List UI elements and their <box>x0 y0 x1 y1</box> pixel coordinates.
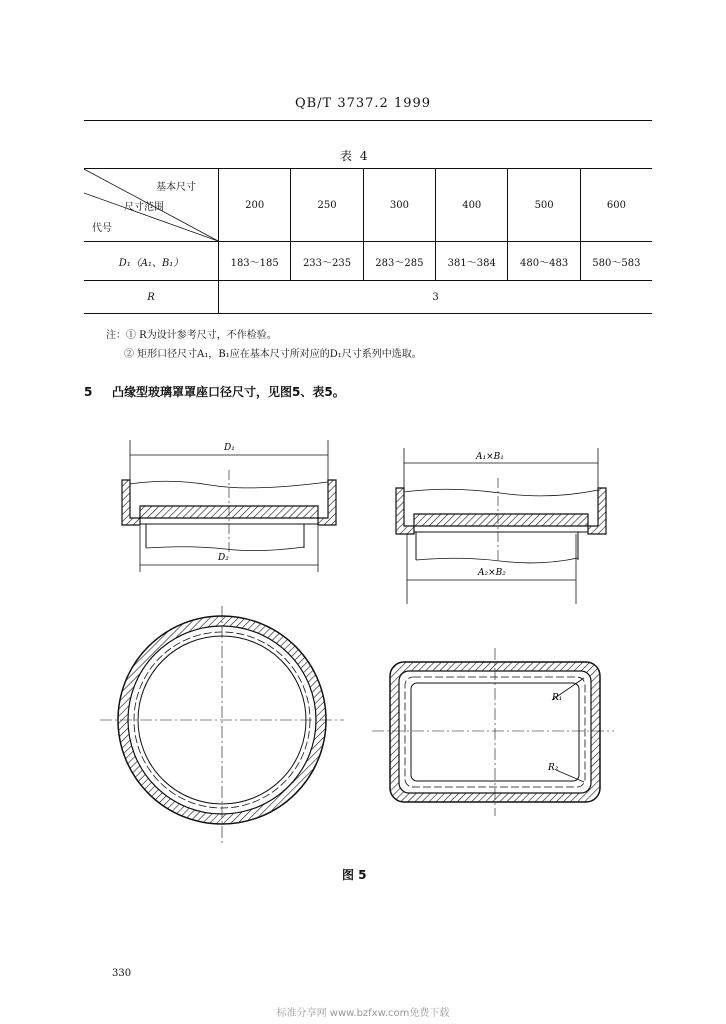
round-section-view <box>122 440 336 572</box>
value-cell-merged: 3 <box>219 281 653 314</box>
size-cell: 250 <box>291 169 363 242</box>
corner-label-middle: 尺寸范围 <box>124 202 164 213</box>
radius-label-r2: R₂ <box>548 763 559 773</box>
table-caption: 表 4 <box>340 149 370 163</box>
value-cell: 480～483 <box>508 242 580 281</box>
size-cell: 200 <box>219 169 291 242</box>
rect-plan-view <box>372 648 614 816</box>
row-label: R <box>84 281 219 314</box>
dim-label-d2: D₂ <box>218 553 229 563</box>
page-number: 330 <box>112 968 132 979</box>
row-label: D₁（A₁、B₁） <box>84 242 219 281</box>
note-1: 注：① R为设计参考尺寸，不作检验。 <box>106 330 277 341</box>
standard-header: QB/T 3737.2 1999 <box>294 96 432 111</box>
dim-label-ab2: A₂×B₂ <box>478 568 506 578</box>
corner-label-bottom: 代号 <box>92 223 112 234</box>
size-cell: 400 <box>436 169 508 242</box>
note-2: ② 矩形口径尺寸A₁，B₁应在基本尺寸所对应的D₁尺寸系列中选取。 <box>124 349 422 360</box>
round-plan-view <box>100 606 344 846</box>
value-cell: 580～583 <box>580 242 652 281</box>
section-text: 凸缘型玻璃罩罩座口径尺寸，见图5、表5。 <box>112 385 345 399</box>
size-cell: 600 <box>580 169 652 242</box>
value-cell: 183～185 <box>219 242 291 281</box>
corner-label-top: 基本尺寸 <box>156 182 196 193</box>
dim-label-ab1: A₁×B₁ <box>476 452 504 462</box>
footer-watermark: 标准分享网 www.bzfxw.com免费下载 <box>276 1008 450 1019</box>
figure-caption: 图 5 <box>342 868 367 882</box>
section-number: 5 <box>84 385 93 399</box>
radius-label-r1: R₁ <box>552 693 563 703</box>
size-cell: 300 <box>363 169 435 242</box>
value-cell: 381～384 <box>436 242 508 281</box>
value-cell: 233～235 <box>291 242 363 281</box>
value-cell: 283～285 <box>363 242 435 281</box>
rect-section-view <box>396 448 606 604</box>
size-cell: 500 <box>508 169 580 242</box>
dim-label-d1: D₁ <box>224 443 235 453</box>
